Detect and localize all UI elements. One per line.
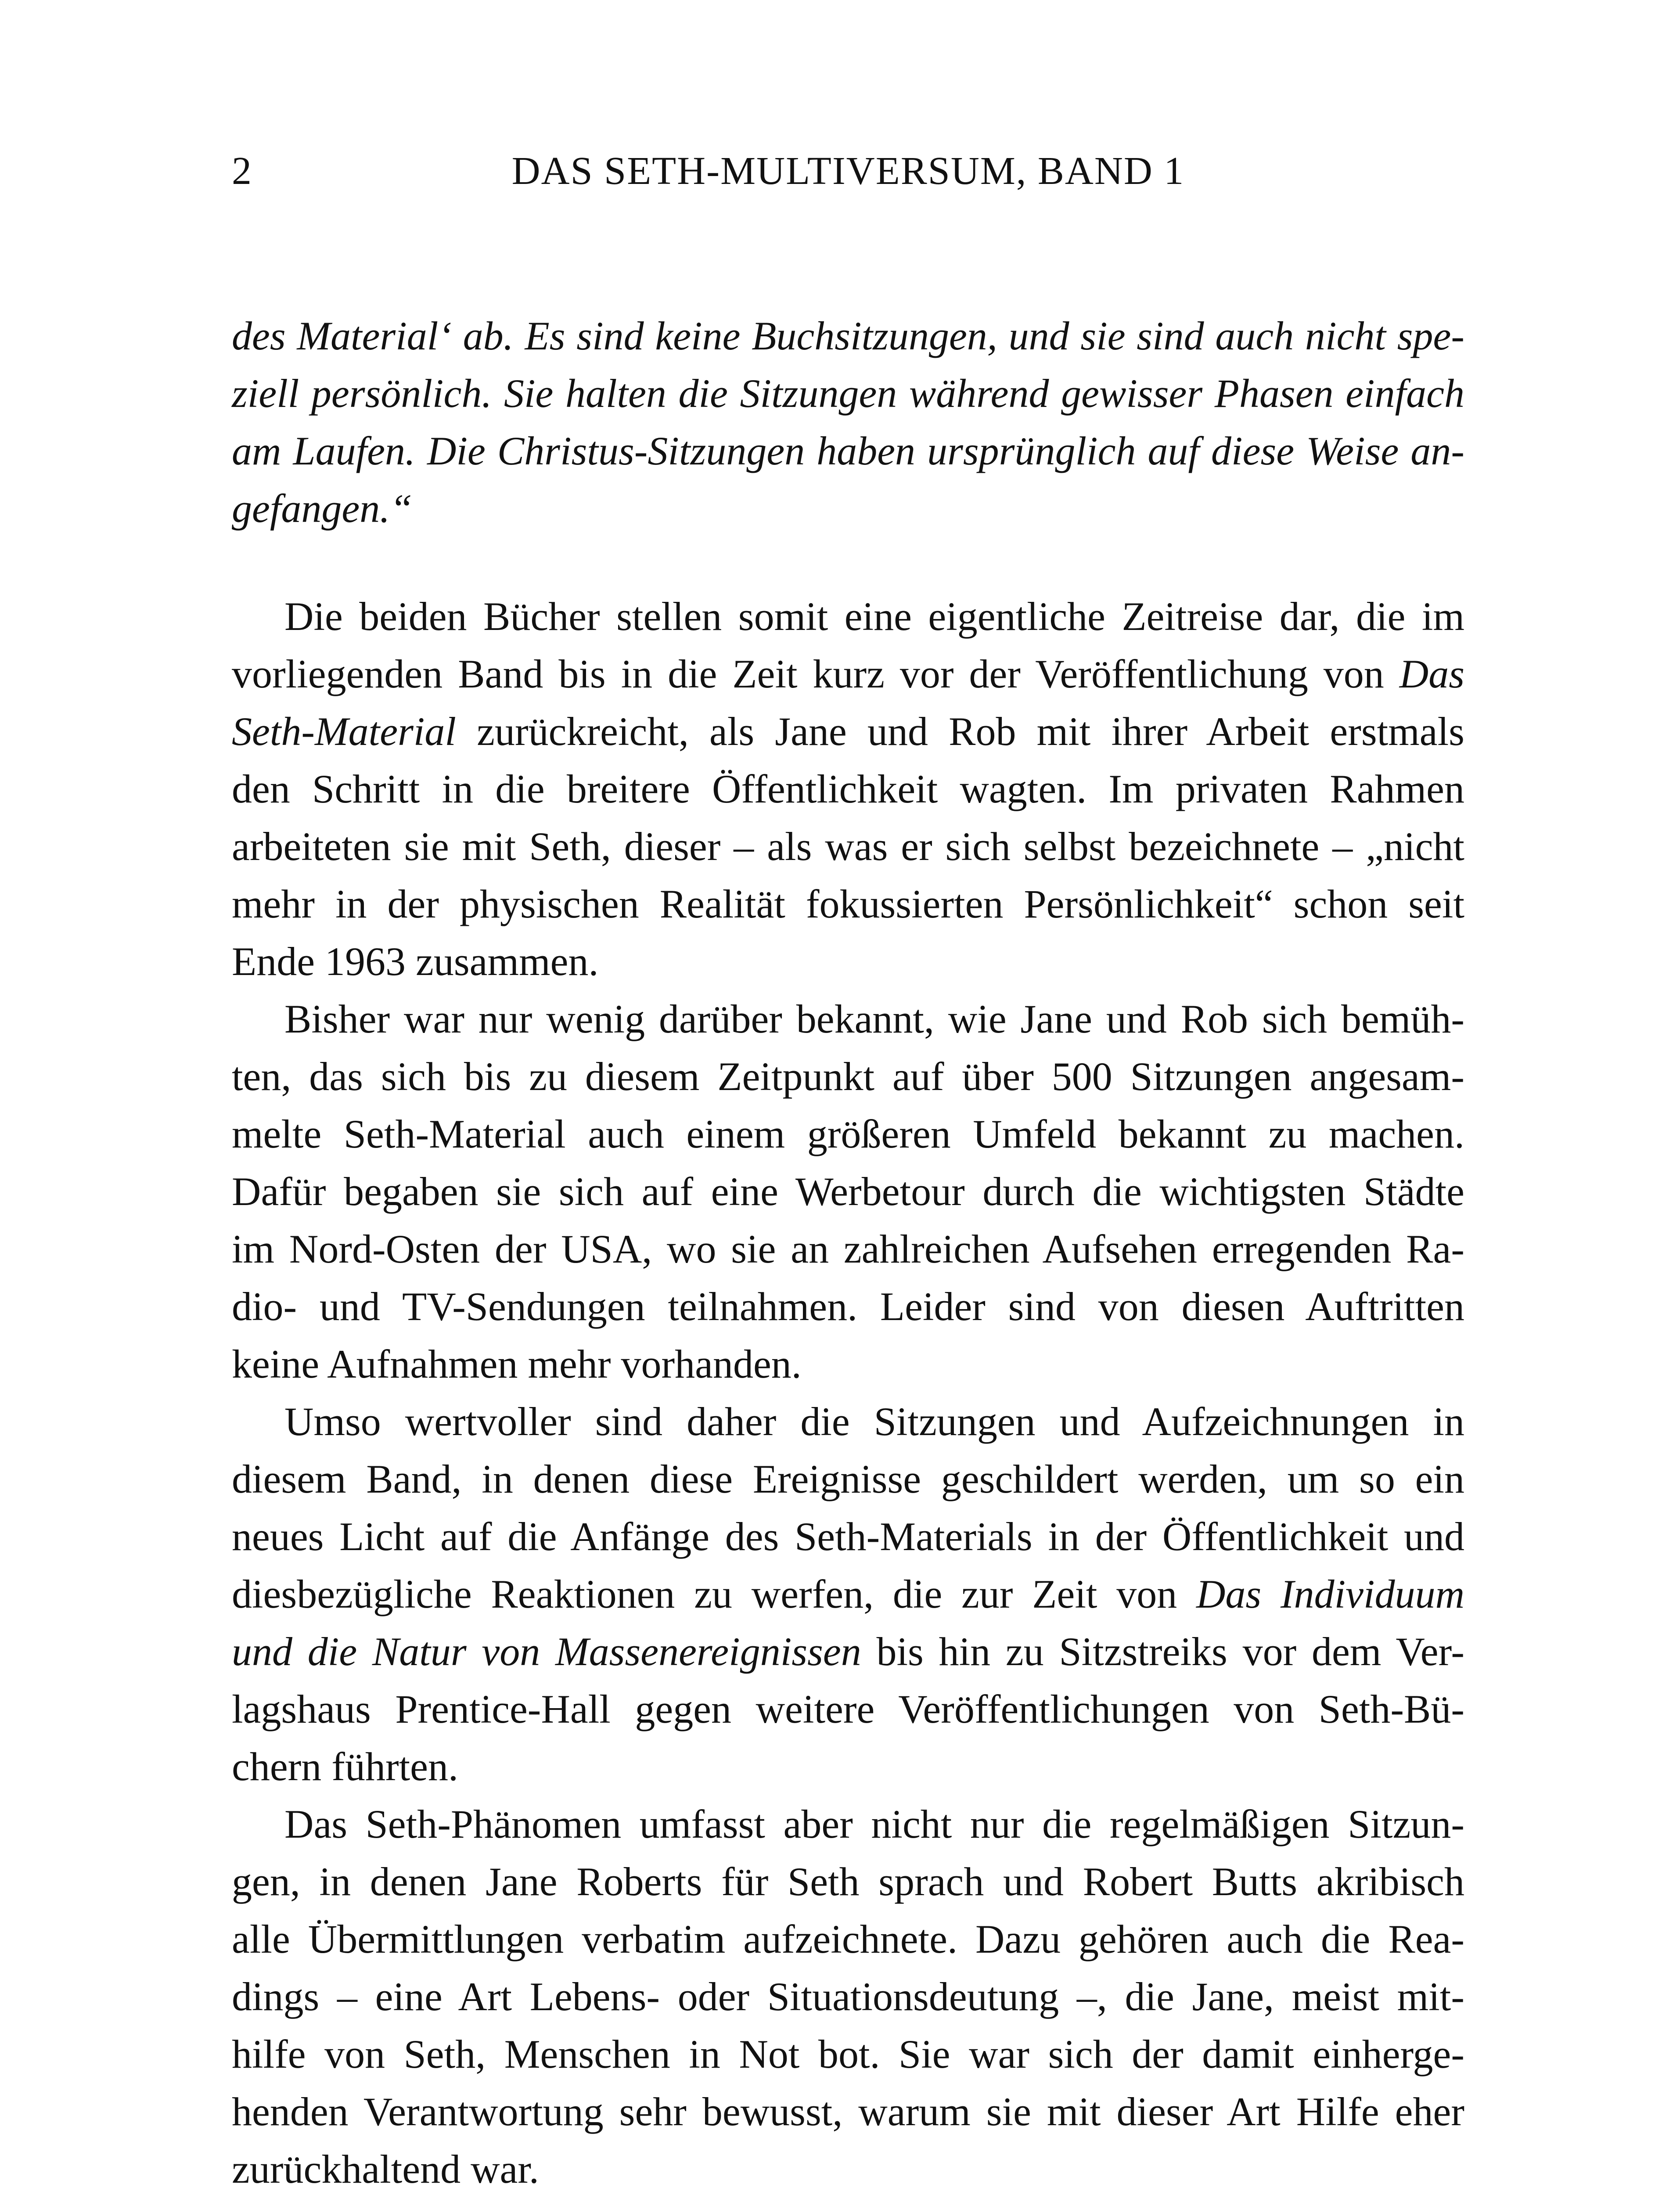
text-line: arbeiteten sie mit Seth, dieser – als was er sich selbst bezeichnete – „nicht xyxy=(232,824,1464,869)
body-text xyxy=(232,307,1464,2195)
paragraph xyxy=(232,588,1464,990)
quote-line: ziell persönlich. Sie halten die Sitzungen während gewisser Phasen einfach xyxy=(232,371,1464,416)
text-line: im Nord-Osten der USA, wo sie an zahlreichen Aufsehen erregenden Ra- xyxy=(232,1227,1464,1271)
text-line: den Schritt in die breitere Öffentlichkeit wagten. Im privaten Rahmen xyxy=(232,766,1464,811)
text-line: Umso wertvoller sind daher die Sitzungen und Aufzeichnungen in xyxy=(284,1399,1464,1444)
text-line: mehr in der physischen Realität fokussierten Persönlichkeit“ schon seit xyxy=(232,882,1464,926)
text-line: dings – eine Art Lebens- oder Situationsdeutung –, die Jane, meist mit- xyxy=(232,1974,1464,2019)
text-line: Seth-Material zurückreicht, als Jane und Rob mit ihrer Arbeit erstmals xyxy=(232,709,1464,754)
text-line: Ende 1963 zusammen. xyxy=(232,939,599,984)
text-line: chern führten. xyxy=(232,1744,458,1789)
text-line: ten, das sich bis zu diesem Zeitpunkt auf über 500 Sitzungen angesam- xyxy=(232,1054,1464,1099)
text-line: neues Licht auf die Anfänge des Seth-Materials in der Öffentlichkeit und xyxy=(232,1514,1464,1559)
text-line: keine Aufnahmen mehr vorhanden. xyxy=(232,1342,802,1386)
quote-line: des Material‘ ab. Es sind keine Buchsitzungen, und sie sind auch nicht spe- xyxy=(232,313,1464,358)
paragraph xyxy=(232,1796,1464,2195)
text-line: Das Seth-Phänomen umfasst aber nicht nur die regelmäßigen Sitzun- xyxy=(284,1802,1464,1846)
paragraph xyxy=(232,990,1464,1393)
book-title-italic: Das xyxy=(1399,651,1464,696)
quote-line: gefangen.“ xyxy=(232,486,413,531)
text-line: hilfe von Seth, Menschen in Not bot. Sie war sich der damit einherge- xyxy=(232,2032,1464,2076)
book-title-italic: und die Natur von Massenereignissen xyxy=(232,1629,861,1674)
text-line: diesem Band, in denen diese Ereignisse geschildert werden, um so ein xyxy=(232,1457,1464,1501)
text-line: und die Natur von Massenereignissen bis hin zu Sitzstreiks vor dem Ver- xyxy=(232,1629,1464,1674)
text-line: melte Seth-Material auch einem größeren Umfeld bekannt zu machen. xyxy=(232,1112,1464,1156)
text-line: vorliegenden Band bis in die Zeit kurz vor der Veröffentlichung von Das xyxy=(232,651,1464,696)
text-line: dio- und TV-Sendungen teilnahmen. Leider sind von diesen Auftritten xyxy=(232,1284,1464,1329)
text-line: Die beiden Bücher stellen somit eine eigentliche Zeitreise dar, die im xyxy=(284,594,1464,639)
text-line: zurückhaltend war. xyxy=(232,2147,539,2191)
paragraph xyxy=(232,1393,1464,1796)
running-head xyxy=(232,145,1464,198)
text-line: diesbezügliche Reaktionen zu werfen, die zur Zeit von Das Individuum xyxy=(232,1572,1465,1616)
text-line: Dafür begaben sie sich auf eine Werbetour durch die wichtigsten Städte xyxy=(232,1169,1464,1214)
book-title-italic: Das Individuum xyxy=(1196,1572,1465,1616)
quote-line: am Laufen. Die Christus-Sitzungen haben ursprünglich auf diese Weise an- xyxy=(232,428,1464,473)
text-line: lagshaus Prentice-Hall gegen weitere Veröffentlichungen von Seth-Bü- xyxy=(232,1687,1464,1731)
page-number: 2 xyxy=(232,149,252,193)
text-line: Bisher war nur wenig darüber bekannt, wie Jane und Rob sich bemüh- xyxy=(284,997,1464,1041)
text-line: alle Übermittlungen verbatim aufzeichnete. Dazu gehören auch die Rea- xyxy=(232,1917,1464,1961)
text-line: henden Verantwortung sehr bewusst, warum sie mit dieser Art Hilfe eher xyxy=(232,2089,1464,2134)
book-title-italic: Seth-Material xyxy=(232,709,456,754)
running-title: DAS SETH-MULTIVERSUM, BAND 1 xyxy=(511,149,1185,193)
text-line: gen, in denen Jane Roberts für Seth sprach und Robert Butts akribisch xyxy=(232,1859,1464,1904)
section-gap xyxy=(232,537,1464,588)
italic-quote xyxy=(232,307,1464,537)
